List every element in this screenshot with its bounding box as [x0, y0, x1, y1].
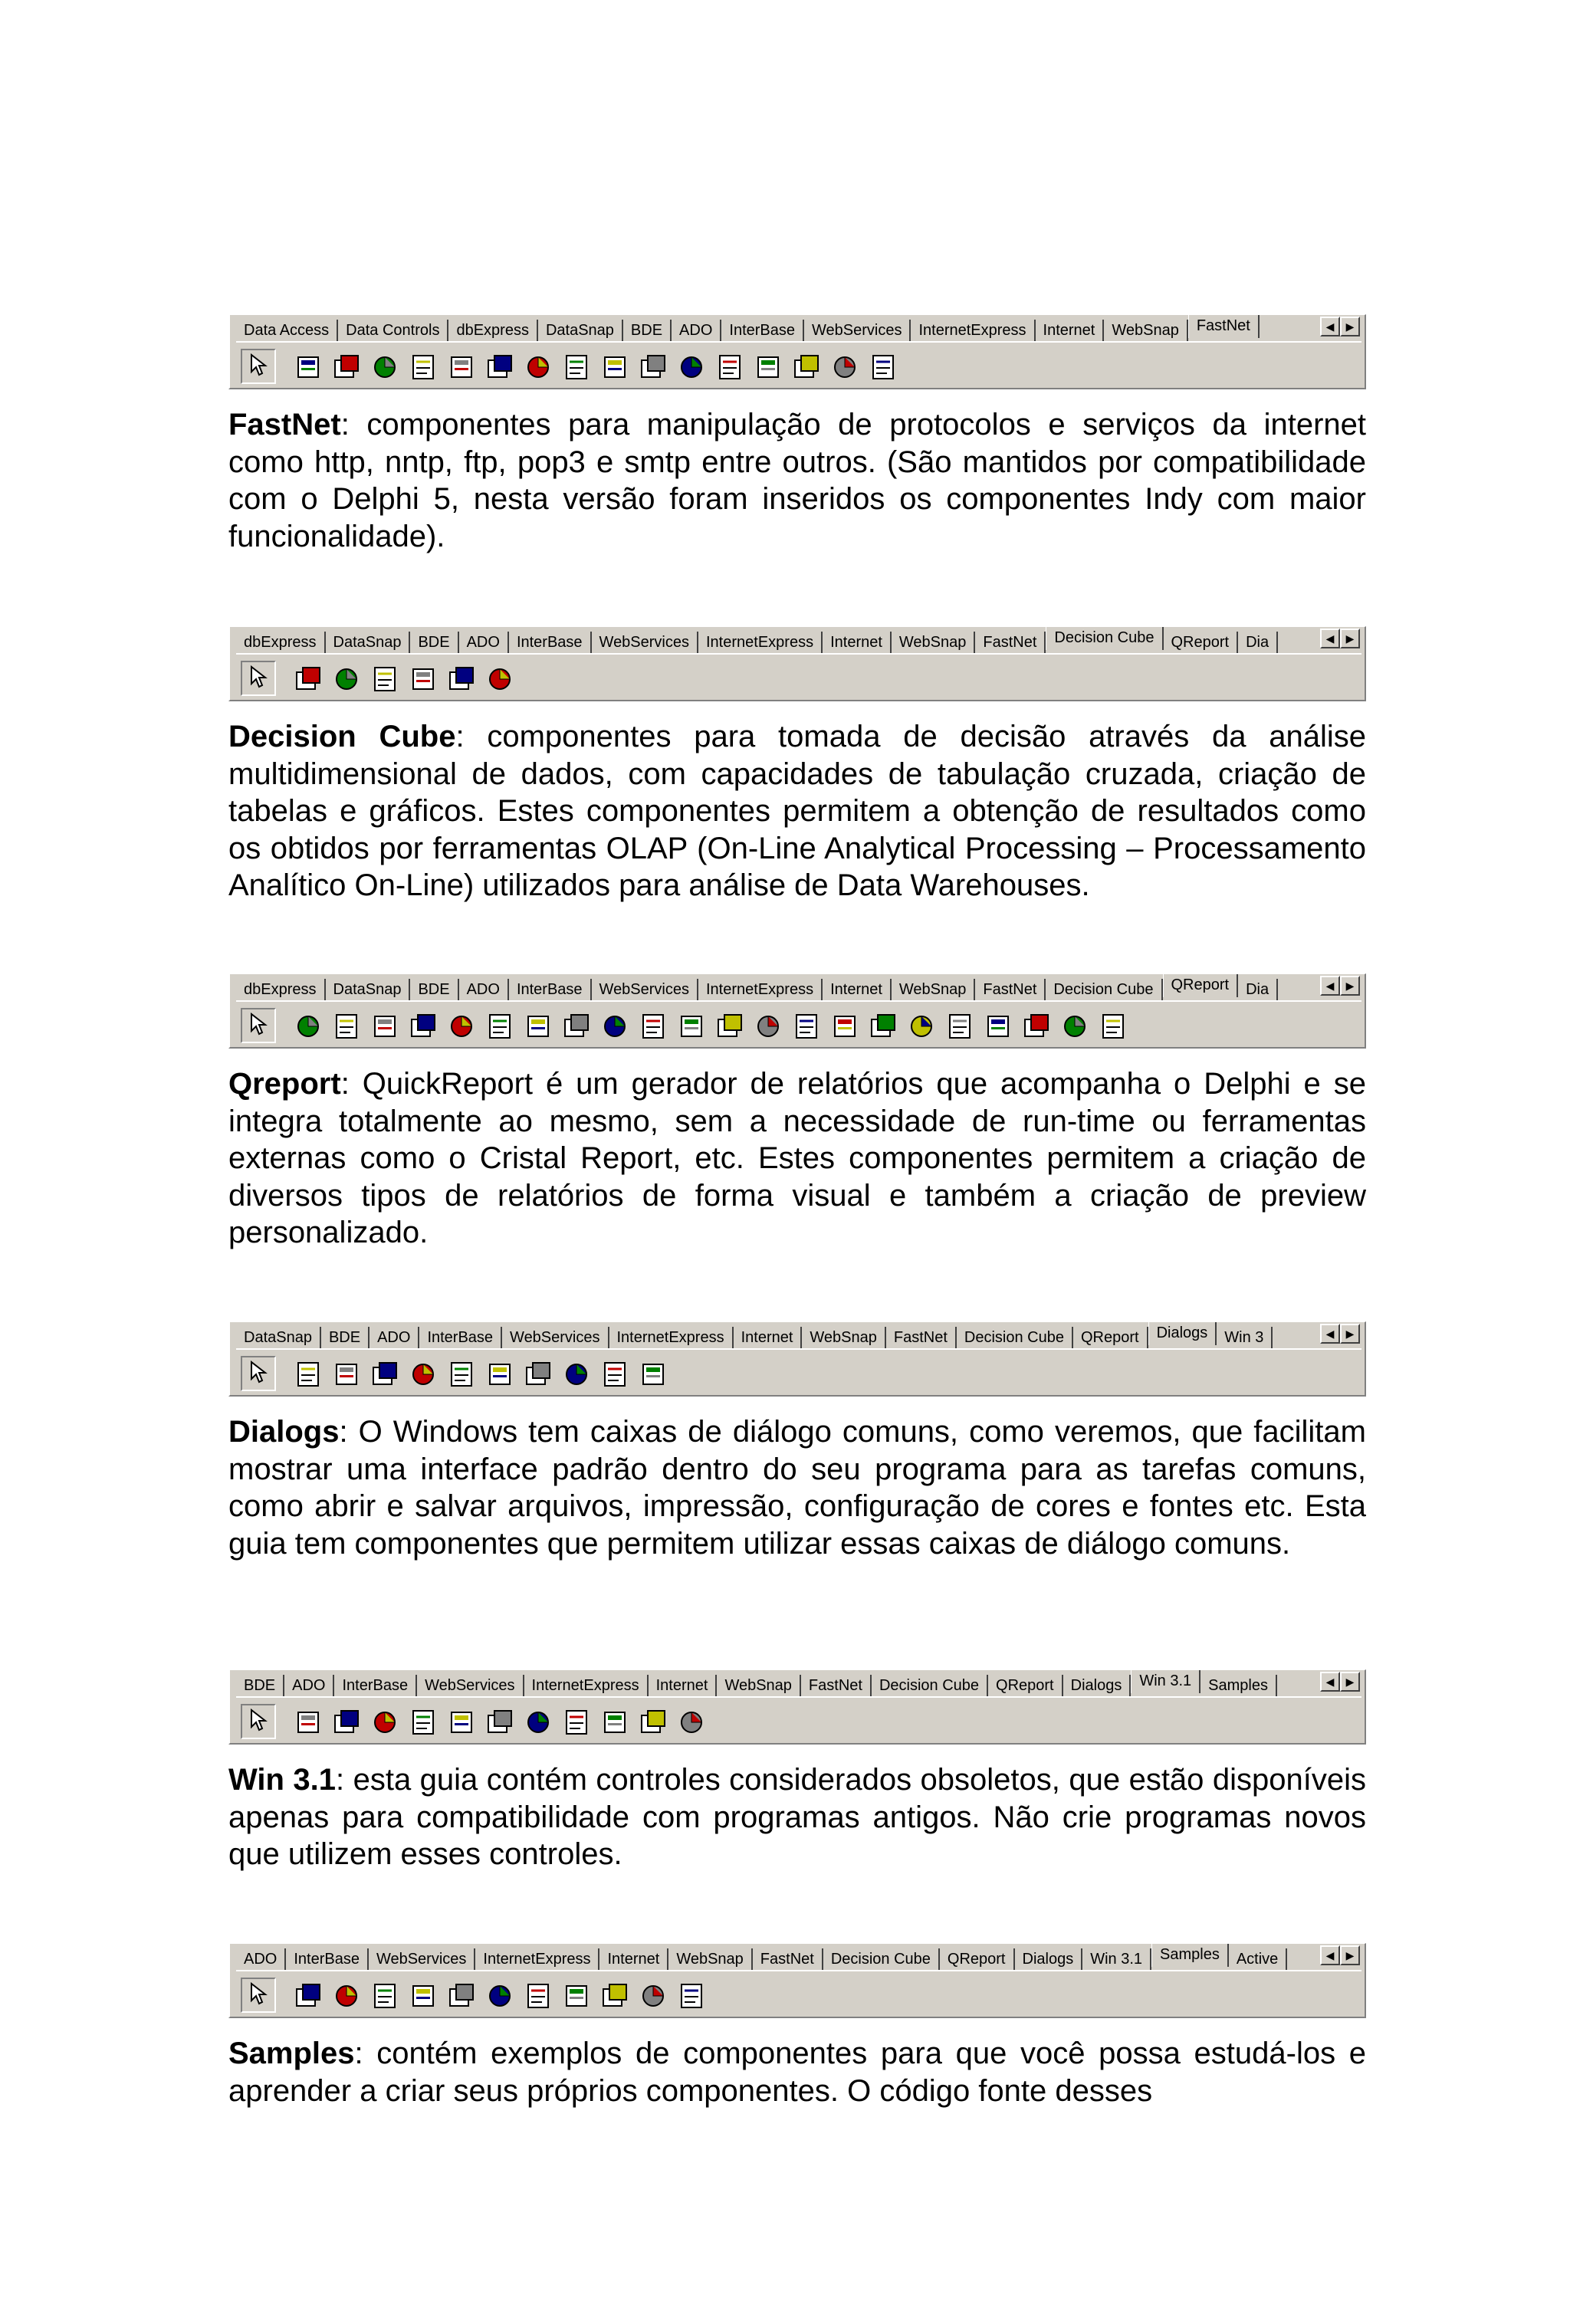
cursor-arrow-icon [249, 1982, 268, 2008]
child-band-icon[interactable] [370, 1011, 400, 1042]
tab-webservices[interactable]: WebServices [502, 1327, 609, 1348]
tab-ado[interactable]: ADO [236, 1948, 286, 1970]
section-dialogs [228, 1321, 1366, 1562]
color-grid-icon[interactable] [331, 1981, 362, 2011]
spin-button-icon[interactable] [408, 1981, 438, 2011]
tab-interbase[interactable]: InterBase [419, 1327, 502, 1348]
tab-interbase[interactable]: InterBase [721, 320, 804, 341]
shell-notify-icon[interactable] [676, 1981, 707, 2011]
tab-win-3-1[interactable]: Win 3.1 [1082, 1948, 1151, 1970]
tab-bde[interactable]: BDE [321, 1327, 370, 1348]
tab-internetexpress[interactable]: InternetExpress [524, 1675, 649, 1696]
page-icon[interactable] [370, 352, 400, 382]
tab-internet[interactable]: Internet [734, 1327, 803, 1348]
font-dialog-icon[interactable] [446, 1359, 477, 1390]
open-picture-icon[interactable] [370, 1359, 400, 1390]
term-name: Decision Cube [228, 720, 456, 753]
text-icon[interactable] [523, 1011, 553, 1042]
tab-internetexpress[interactable]: InternetExpress [698, 979, 823, 1000]
tab-internet[interactable]: Internet [823, 632, 892, 653]
tab-interbase[interactable]: InterBase [509, 979, 592, 1000]
folder-icon[interactable] [446, 352, 477, 382]
component-icons [293, 1011, 1128, 1042]
cursor-arrow-icon [249, 665, 268, 691]
tab-scroll-arrows [1320, 976, 1360, 996]
palette-tabs [236, 974, 1311, 1000]
save-picture-icon[interactable] [408, 1359, 438, 1390]
component-icons [293, 1981, 707, 2011]
preview-icon[interactable] [944, 1011, 975, 1042]
tab-webservices[interactable]: WebServices [592, 632, 698, 653]
tab-dbexpress[interactable]: dbExpress [236, 632, 326, 653]
section-samples [228, 1943, 1366, 2109]
tab-ado[interactable]: ADO [284, 1675, 334, 1696]
component-palette [228, 973, 1366, 1049]
tab-ado[interactable]: ADO [459, 632, 509, 653]
tab-scroll-arrows [1320, 629, 1360, 648]
chart-icon[interactable] [1098, 1011, 1128, 1042]
tab-qreport[interactable]: QReport [940, 1948, 1015, 1970]
cube-sql-icon[interactable] [331, 664, 362, 694]
gauge-icon[interactable] [293, 1981, 324, 2011]
term-description: : componentes para tomada de decisão através da análise multidimensional de dados, com capacidades de tabulação cruzada, criação de tabelas e gráficos. Estes componentes permitem a obtenção de resultados como os obtidos por ferramentas OLAP (On-Line Analytical Processing – Processamento Analítico On-Line) utilizados para análise de Data Warehouses. [228, 720, 1366, 902]
header-icon[interactable] [523, 1707, 553, 1738]
description-paragraph [228, 1065, 1366, 1252]
printer-setup-icon[interactable] [561, 1359, 592, 1390]
sysdata-icon[interactable] [638, 1011, 668, 1042]
tab-dia[interactable]: Dia [1238, 632, 1278, 653]
scroll-left-icon[interactable]: ◀ [1320, 976, 1340, 996]
tab-decision-cube[interactable]: Decision Cube [872, 1675, 988, 1696]
tab-datasnap[interactable]: DataSnap [538, 320, 623, 341]
component-palette [228, 1943, 1366, 2018]
tab-decision-cube[interactable]: Decision Cube [957, 1327, 1073, 1348]
tab-webservices[interactable]: WebServices [369, 1948, 475, 1970]
description-paragraph [228, 1761, 1366, 1873]
pointer-tool[interactable] [241, 1704, 276, 1739]
mail-icon[interactable] [484, 352, 515, 382]
tab-divider [236, 1000, 1361, 1002]
tab-webservices[interactable]: WebServices [804, 320, 911, 341]
cursor-arrow-icon [249, 1013, 268, 1039]
component-icons [293, 664, 515, 694]
component-icons [293, 1707, 707, 1738]
scroll-left-icon[interactable]: ◀ [1320, 317, 1340, 336]
band-icon[interactable] [331, 1011, 362, 1042]
tab-samples[interactable]: Samples [1200, 1675, 1277, 1696]
tab-qreport[interactable]: QReport [988, 1675, 1063, 1696]
tab-dialogs[interactable]: Dialogs [1148, 1322, 1217, 1345]
chart-icon[interactable] [484, 664, 515, 694]
tab-websnap[interactable]: WebSnap [717, 1675, 800, 1696]
envelope-icon[interactable] [599, 352, 630, 382]
replace-dialog-icon[interactable] [638, 1359, 668, 1390]
ribbon-icon[interactable] [561, 352, 592, 382]
component-icons [293, 352, 898, 382]
description-paragraph [228, 1413, 1366, 1562]
palette-tabs [236, 1670, 1311, 1696]
tab-fastnet[interactable]: FastNet [1188, 315, 1260, 338]
dbtext-icon[interactable] [561, 1011, 592, 1042]
open-dialog-icon[interactable] [293, 1359, 324, 1390]
term-description: : QuickReport é um gerador de relatórios que acompanha o Delphi e se integra totalmente ao mesmo, sem a necessidade de run-time ou ferramentas externas como o Cristal Report, etc. Estes componentes permitem a criação de diversos tipos de relatórios de forma visual e também a criação de preview personalizado. [228, 1067, 1366, 1249]
dbgrid-icon[interactable] [293, 1707, 324, 1738]
expr-icon[interactable] [599, 1011, 630, 1042]
tab-fastnet[interactable]: FastNet [975, 632, 1046, 653]
scroll-right-icon[interactable]: ▶ [1340, 1672, 1360, 1692]
tab-ado[interactable]: ADO [370, 1327, 419, 1348]
tab-scroll-arrows [1320, 1945, 1360, 1965]
tab-interbase[interactable]: InterBase [334, 1675, 417, 1696]
tab-divider [236, 1970, 1361, 1971]
csv-filter-icon[interactable] [1021, 1011, 1052, 1042]
tabset-icon[interactable] [408, 1707, 438, 1738]
section-qreport [228, 973, 1366, 1252]
filter-icon[interactable] [753, 352, 783, 382]
tab-websnap[interactable]: WebSnap [892, 979, 975, 1000]
network-icon[interactable] [714, 352, 745, 382]
cursor-arrow-icon [249, 1361, 268, 1387]
tab-dbexpress[interactable]: dbExpress [448, 320, 538, 341]
group-icon[interactable] [408, 1011, 438, 1042]
palette-tabs [236, 1944, 1311, 1970]
tab-datasnap[interactable]: DataSnap [326, 632, 411, 653]
image-icon[interactable] [829, 1011, 860, 1042]
description-paragraph [228, 2035, 1366, 2109]
tab-internetexpress[interactable]: InternetExpress [698, 632, 823, 653]
scroll-left-icon[interactable]: ◀ [1320, 629, 1340, 648]
term-name: Dialogs [228, 1415, 340, 1449]
tab-divider [236, 1696, 1361, 1698]
palette-icon[interactable] [370, 1981, 400, 2011]
palette-tabs [236, 315, 1311, 341]
tab-interbase[interactable]: InterBase [509, 632, 592, 653]
palette-tabs [236, 1322, 1311, 1348]
tab-scroll-arrows [1320, 1324, 1360, 1344]
palette-tabs [236, 627, 1311, 653]
tab-websnap[interactable]: WebSnap [892, 632, 975, 653]
component-icons [293, 1359, 668, 1390]
composite-icon[interactable] [906, 1011, 937, 1042]
tab-divider [236, 1348, 1361, 1350]
puzzle-icon[interactable] [523, 352, 553, 382]
scroll-right-icon[interactable]: ▶ [1340, 1324, 1360, 1344]
spin-edit-icon[interactable] [446, 1981, 477, 2011]
pointer-tool[interactable] [241, 661, 276, 696]
hourglass-icon[interactable] [293, 352, 324, 382]
tab-scroll-arrows [1320, 1672, 1360, 1692]
scroll-right-icon[interactable]: ▶ [1340, 1945, 1360, 1965]
term-description: : componentes para manipulação de protocolos e serviços da internet como http, nntp, ftp, pop3 e smtp entre outros. (São mantidos por compatibilidade com o Delphi 5, nesta versão foram inseridos os componentes Indy com maior funcionalidade). [228, 408, 1366, 553]
notebook-icon[interactable] [484, 1707, 515, 1738]
component-palette [228, 314, 1366, 389]
tab-dia[interactable]: Dia [1238, 979, 1278, 1000]
description-paragraph [228, 406, 1366, 555]
tab-internetexpress[interactable]: InternetExpress [609, 1327, 734, 1348]
tab-dbexpress[interactable]: dbExpress [236, 979, 326, 1000]
find-dialog-icon[interactable] [599, 1359, 630, 1390]
grid-dx-icon[interactable] [446, 664, 477, 694]
server-icon[interactable] [676, 352, 707, 382]
tab-fastnet[interactable]: FastNet [886, 1327, 957, 1348]
term-description: : esta guia contém controles considerados obsoletos, que estão disponíveis apenas para compatibilidade com programas antigos. Não crie programas novos que utilizem esses controles. [228, 1763, 1367, 1871]
tab-datasnap[interactable]: DataSnap [326, 979, 411, 1000]
scroll-left-icon[interactable]: ◀ [1320, 1672, 1340, 1692]
section-decision-cube [228, 626, 1366, 904]
tab-win-3[interactable]: Win 3 [1217, 1327, 1273, 1348]
cursor-arrow-icon [249, 1709, 268, 1735]
tab-internetexpress[interactable]: InternetExpress [475, 1948, 599, 1970]
tab-data-controls[interactable]: Data Controls [338, 320, 448, 341]
pointer-tool[interactable] [241, 1008, 276, 1043]
pointer-tool[interactable] [241, 1978, 276, 2013]
tab-decision-cube[interactable]: Decision Cube [1046, 627, 1163, 650]
scroll-left-icon[interactable]: ◀ [1320, 1945, 1340, 1965]
tab-websnap[interactable]: WebSnap [802, 1327, 885, 1348]
tab-webservices[interactable]: WebServices [592, 979, 698, 1000]
shell-combo-icon[interactable] [599, 1981, 630, 2011]
decision-source-icon[interactable] [370, 664, 400, 694]
text-filter-icon[interactable] [983, 1011, 1013, 1042]
component-palette [228, 626, 1366, 701]
label-icon[interactable] [484, 1011, 515, 1042]
html-filter-icon[interactable] [1059, 1011, 1090, 1042]
tab-active[interactable]: Active [1229, 1948, 1287, 1970]
tab-internetexpress[interactable]: InternetExpress [911, 320, 1035, 341]
dbrichtext-icon[interactable] [753, 1011, 783, 1042]
shell-tree-icon[interactable] [561, 1981, 592, 2011]
scroll-right-icon[interactable]: ▶ [1340, 317, 1360, 336]
hand-icon[interactable] [868, 352, 898, 382]
tab-interbase[interactable]: InterBase [286, 1948, 369, 1970]
tab-dialogs[interactable]: Dialogs [1063, 1675, 1132, 1696]
tab-bde[interactable]: BDE [623, 320, 672, 341]
section-win31 [228, 1669, 1366, 1873]
component-palette [228, 1321, 1366, 1397]
dirlist-icon[interactable] [599, 1707, 630, 1738]
scroll-left-icon[interactable]: ◀ [1320, 1324, 1340, 1344]
tab-internet[interactable]: Internet [649, 1675, 718, 1696]
filter-combo-icon[interactable] [676, 1707, 707, 1738]
tab-data-access[interactable]: Data Access [236, 320, 338, 341]
tab-datasnap[interactable]: DataSnap [236, 1327, 321, 1348]
tree-icon[interactable] [446, 1707, 477, 1738]
richtext-icon[interactable] [714, 1011, 745, 1042]
dbimage-icon[interactable] [868, 1011, 898, 1042]
hourglass-icon[interactable] [638, 352, 668, 382]
speaker-icon[interactable] [408, 352, 438, 382]
tab-qreport[interactable]: QReport [1164, 632, 1239, 653]
sub-detail-icon[interactable] [446, 1011, 477, 1042]
cursor-arrow-icon [249, 353, 268, 379]
tab-dialogs[interactable]: Dialogs [1015, 1948, 1083, 1970]
directory-outline-icon[interactable] [484, 1981, 515, 2011]
scroll-right-icon[interactable]: ▶ [1340, 629, 1360, 648]
tab-samples[interactable]: Samples [1151, 1944, 1229, 1967]
filelist-icon[interactable] [561, 1707, 592, 1738]
tab-scroll-arrows [1320, 317, 1360, 336]
report-icon[interactable] [293, 1011, 324, 1042]
pivot-icon[interactable] [408, 664, 438, 694]
term-name: Samples [228, 2037, 355, 2070]
tab-win-3-1[interactable]: Win 3.1 [1131, 1670, 1200, 1693]
pointer-tool[interactable] [241, 1356, 276, 1391]
tab-qreport[interactable]: QReport [1163, 974, 1239, 997]
tab-webservices[interactable]: WebServices [417, 1675, 524, 1696]
save-dialog-icon[interactable] [331, 1359, 362, 1390]
tab-fastnet[interactable]: FastNet [975, 979, 1046, 1000]
pointer-tool[interactable] [241, 349, 276, 384]
tab-decision-cube[interactable]: Decision Cube [823, 1948, 940, 1970]
scroll-right-icon[interactable]: ▶ [1340, 976, 1360, 996]
tab-ado[interactable]: ADO [459, 979, 509, 1000]
component-palette [228, 1669, 1366, 1745]
tab-divider [236, 341, 1361, 343]
term-description: : contém exemplos de componentes para que você possa estudá-los e aprender a criar seus próprios componentes. O código fonte desses [228, 2037, 1366, 2108]
term-name: FastNet [228, 408, 341, 441]
tab-qreport[interactable]: QReport [1073, 1327, 1148, 1348]
tab-internet[interactable]: Internet [1036, 320, 1105, 341]
dblookup-icon[interactable] [331, 1707, 362, 1738]
plug-icon[interactable] [791, 352, 822, 382]
grid-icon[interactable] [331, 352, 362, 382]
drive-icon[interactable] [638, 1707, 668, 1738]
tab-bde[interactable]: BDE [236, 1675, 284, 1696]
description-paragraph [228, 718, 1366, 904]
cube-icon[interactable] [293, 664, 324, 694]
tab-decision-cube[interactable]: Decision Cube [1046, 979, 1162, 1000]
tab-divider [236, 653, 1361, 655]
color-dialog-icon[interactable] [484, 1359, 515, 1390]
calendar-icon[interactable] [523, 1981, 553, 2011]
print-dialog-icon[interactable] [523, 1359, 553, 1390]
term-description: : O Windows tem caixas de diálogo comuns, como veremos, que facilitam mostrar uma interface padrão dentro do seu programa para as tarefas comuns, como abrir e salvar arquivos, impressão, configuração de cores e fontes etc. Esta guia tem componentes que permitem utilizar essas caixas de diálogo comuns. [228, 1415, 1366, 1561]
tab-internet[interactable]: Internet [599, 1948, 668, 1970]
tab-ado[interactable]: ADO [672, 320, 721, 341]
tab-bde[interactable]: BDE [410, 979, 458, 1000]
pipe-icon[interactable] [829, 352, 860, 382]
shell-list-icon[interactable] [638, 1981, 668, 2011]
tab-websnap[interactable]: WebSnap [1104, 320, 1187, 341]
tab-websnap[interactable]: WebSnap [668, 1948, 752, 1970]
outline-icon[interactable] [370, 1707, 400, 1738]
tab-fastnet[interactable]: FastNet [801, 1675, 872, 1696]
term-name: Win 3.1 [228, 1763, 337, 1797]
memo-icon[interactable] [676, 1011, 707, 1042]
tab-internet[interactable]: Internet [823, 979, 892, 1000]
shape-icon[interactable] [791, 1011, 822, 1042]
term-name: Qreport [228, 1067, 341, 1101]
section-fastnet [228, 314, 1366, 555]
tab-fastnet[interactable]: FastNet [753, 1948, 823, 1970]
tab-bde[interactable]: BDE [410, 632, 458, 653]
